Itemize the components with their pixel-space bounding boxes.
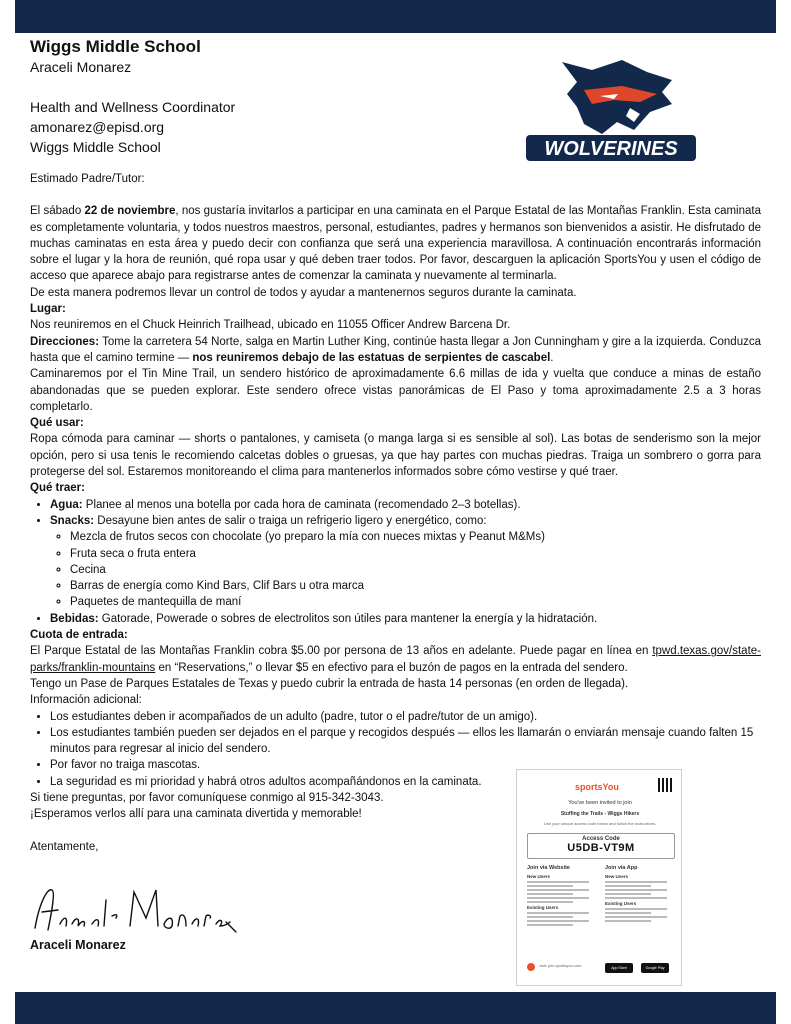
flyer-footer: visit: join.sportsyou.com bbox=[539, 963, 582, 968]
list-item: • Los estudiantes también pueden ser dejados en el parque y recogidos después — ellos les llamarán o enviarán mensaje cuando falten 15 minutos para regresar al inicio del sendero. bbox=[50, 725, 785, 758]
new-users-label: New Users bbox=[527, 874, 551, 879]
access-code-label: Access Code bbox=[582, 836, 620, 842]
signer-name: Araceli Monarez bbox=[30, 938, 126, 952]
logo-text: WOLVERINES bbox=[544, 138, 678, 160]
trail-paragraph: Caminaremos por el Tin Mine Trail, un sendero histórico de aproximadamente 6.6 millas de ida y vuelta que conduce a minas de estaño abandonadas que se pueden explorar. Este sendero ofrece vistas panorámicas de El Paso y toma aproximadamente 2.5 a 3 horas completarlo. bbox=[30, 368, 761, 413]
list-item: ◦ Barras de energía como Kind Bars, Clif Bars u otra marca bbox=[70, 578, 761, 594]
join-web-column bbox=[527, 865, 597, 928]
traer-heading: Qué traer: bbox=[30, 482, 85, 495]
existing-users-label: Existing Users bbox=[605, 901, 637, 906]
sportsyou-icon bbox=[527, 963, 535, 971]
top-banner bbox=[15, 0, 776, 33]
snacks-list bbox=[50, 529, 761, 610]
join-web-heading: Join via Website bbox=[527, 865, 570, 871]
author-name: Araceli Monarez bbox=[30, 59, 132, 75]
school-name: Wiggs Middle School bbox=[30, 37, 201, 56]
author-title: Health and Wellness Coordinator bbox=[30, 99, 236, 115]
usar-heading: Qué usar: bbox=[30, 417, 84, 430]
cuota-heading: Cuota de entrada: bbox=[30, 629, 128, 642]
list-item: • Snacks: Desayune bien antes de salir o traiga un refrigerio ligero y energético, como: ◦ Mezcla de frutos secos con chocolate (yo preparo la mía con nueces mixtas y Peanut M&Ms) ◦ Fruta seca o fruta entera ◦ Cecina ◦ Barras de energía como Kind Bars, Clif Bars u otra marca ◦ Paquetes de mantequilla de maní bbox=[50, 513, 761, 611]
list-item: • Bebidas: Gatorade, Powerade o sobres de electrolitos son útiles para mantener la energía y la hidratación. bbox=[50, 611, 761, 627]
letter-body bbox=[30, 171, 761, 855]
google-play-badge[interactable]: Google Play bbox=[641, 963, 669, 973]
signature bbox=[30, 880, 240, 938]
join-app-heading: Join via App bbox=[605, 865, 638, 871]
app-store-badge[interactable]: App Store bbox=[605, 963, 633, 973]
qr-code-icon[interactable] bbox=[658, 778, 672, 792]
join-app-column bbox=[605, 865, 675, 924]
list-item: ◦ Paquetes de mantequilla de maní bbox=[70, 594, 761, 610]
cuota-text: El Parque Estatal de las Montañas Franklin cobra $5.00 por persona de 13 años en adelante. Puede pagar en línea en tpwd.texas.gov/state-parks/franklin-mountains en “Reservations,” o llevar $5 en efectivo para el buzón de pagos en la entrada del sendero. bbox=[30, 645, 761, 674]
author-email[interactable]: amonarez@episd.org bbox=[30, 119, 165, 135]
list-item: • Los estudiantes deben ir acompañados de un adulto (padre, tutor o el padre/tutor de un amigo). bbox=[50, 709, 761, 725]
author-school: Wiggs Middle School bbox=[30, 139, 161, 155]
flyer-instructions: Use your unique access code below and follow the instructions. bbox=[543, 821, 657, 826]
greeting: Estimado Padre/Tutor: bbox=[30, 173, 145, 185]
flyer-invited: You've been invited to join bbox=[568, 800, 632, 806]
flyer-group: Stuffing the Trails - Wiggs Hikers bbox=[560, 811, 640, 817]
info-heading: Información adicional: bbox=[30, 694, 142, 707]
list-item: • Por favor no traiga mascotas. bbox=[50, 757, 761, 773]
intro-paragraph: El sábado 22 de noviembre, nos gustaría invitarlos a participar en una caminata en el Parque Estatal de las Montañas Franklin. Esta caminata es completamente voluntaria, y todos nuestros maestros, personal, estudiantes, padres y hermanos son bienvenidos a asistir. He disfrutado de muchas caminatas en esta área y puedo decir con confianza que será una experiencia maravillosa. A continuación encontrarás información sobre el lugar y la hora de reunión, qué ropa usar y qué deben traer todos. Por favor, descarguen la aplicación SportsYou y usen el código de acceso que aparece abajo para registrarse antes de comenzar la caminata y nuevamente al terminarla. bbox=[30, 205, 761, 283]
new-users-label: New Users bbox=[605, 874, 629, 879]
access-code-box bbox=[527, 833, 675, 859]
lugar-text: Nos reuniremos en el Chuck Heinrich Trailhead, ubicado en 11055 Officer Andrew Barcena Dr. bbox=[30, 319, 511, 332]
directions-paragraph: Direcciones: Tome la carretera 54 Norte, salga en Martin Luther King, continúe hasta llegar a Jon Cunningham y gire a la izquierda. Conduzca hasta que el camino termine — nos reuniremos debajo de las estatuas de serpientes de cascabel. bbox=[30, 335, 761, 364]
questions-line: Si tiene preguntas, por favor comuníquese conmigo al 915-342-3043. bbox=[30, 791, 384, 804]
list-item: • Agua: Planee al menos una botella por cada hora de caminata (recomendado 2–3 botellas). bbox=[50, 497, 761, 513]
sportsyou-flyer bbox=[516, 769, 682, 986]
list-item: ◦ Cecina bbox=[70, 562, 761, 578]
wolverines-logo bbox=[522, 52, 700, 167]
list-item: ◦ Fruta seca o fruta entera bbox=[70, 546, 761, 562]
intro-paragraph-2: De esta manera podremos llevar un control de todos y ayudar a mantenernos seguros durante la caminata. bbox=[30, 286, 577, 299]
letterhead bbox=[30, 37, 235, 157]
usar-text: Ropa cómoda para caminar — shorts o pantalones, y camiseta (o manga larga si es sensible al sol). Las botas de senderismo son la mejor opción, pero si usa tenis le recomiendo calcetas dobles o gruesas, ya que hay partes con muchas piedras. Traiga un sombrero o gorra para protegerse del sol. Estaremos monitoreando el clima para mantenerlos informados sobre cómo vestirse y qué traer. bbox=[30, 433, 761, 479]
traer-list bbox=[30, 497, 761, 627]
lugar-heading: Lugar: bbox=[30, 303, 66, 316]
closing-line: ¡Esperamos verlos allí para una caminata divertida y memorable! bbox=[30, 808, 362, 821]
cuota-pass: Tengo un Pase de Parques Estatales de Texas y puedo cubrir la entrada de hasta 14 personas (en orden de llegada). bbox=[30, 677, 629, 690]
existing-users-label: Existing Users bbox=[527, 905, 559, 910]
park-link[interactable]: tpwd.texas.gov/state-parks/franklin-mountains bbox=[30, 645, 761, 674]
access-code: U5DB-VT9M bbox=[567, 842, 635, 854]
valediction: Atentamente, bbox=[30, 840, 99, 853]
sportsyou-brand: sportsYou bbox=[575, 782, 619, 792]
list-item: • La seguridad es mi prioridad y habrá otros adultos acompañándonos en la caminata. bbox=[50, 774, 761, 790]
bottom-banner bbox=[15, 992, 776, 1024]
spacer bbox=[30, 77, 235, 97]
list-item: ◦ Mezcla de frutos secos con chocolate (yo preparo la mía con nueces mixtas y Peanut M&Ms) bbox=[70, 529, 761, 545]
